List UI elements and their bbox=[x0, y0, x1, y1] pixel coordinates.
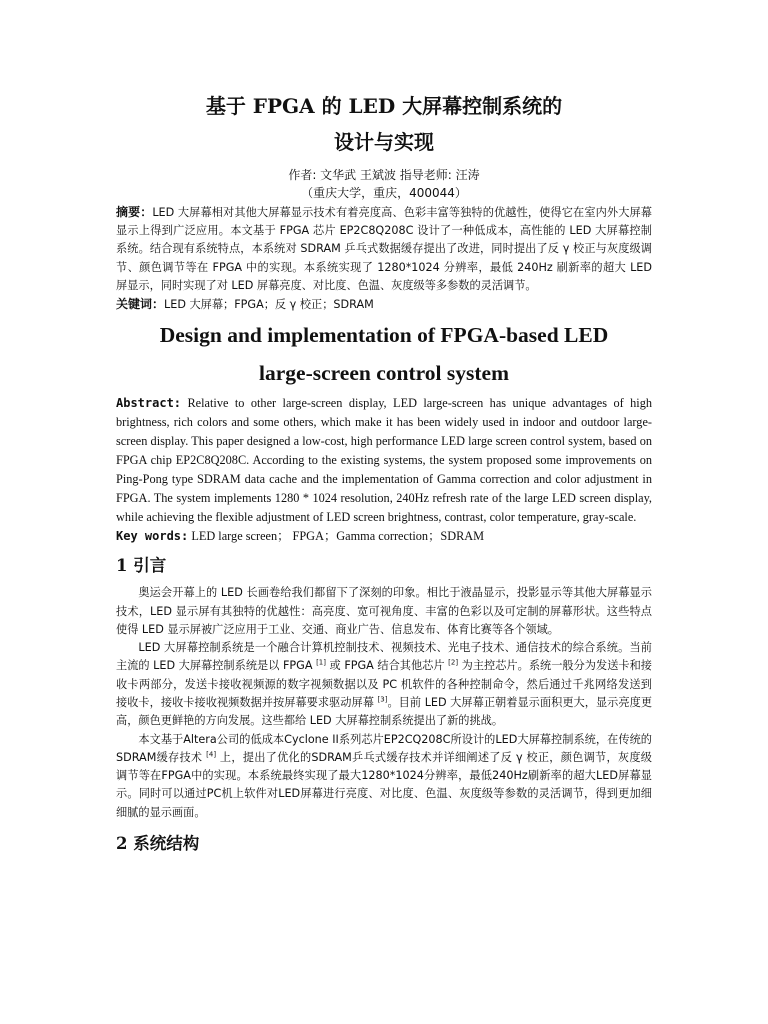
intro-paragraph-3 bbox=[116, 731, 652, 822]
intro-p2-text-c: 为主控芯片。系统一般分为发送卡和接收卡两部分，发送卡接收视频源的数字视频数据以及 PC 机软件的各种控制命令，然后通过千兆网络发送到接收卡，接收卡接收视频数据并按屏幕要求驱动屏幕 bbox=[116, 659, 652, 709]
intro-p2-text-b: 或 FPGA 结合其他芯片 bbox=[325, 659, 449, 673]
chinese-keywords-label: 关键词： bbox=[116, 297, 165, 312]
intro-p3-text-b: 上，提出了优化的SDRAM乒乓式缓存技术并详细阐述了反 γ 校正，颜色调节，灰度级调节等在FPGA中的实现。本系统最终实现了最大1280*1024分辨率，最低240Hz刷新率的超大LED屏幕显示。同时可以通过PC机上软件对LED屏幕进行亮度、对比度、色温、灰度级等参数的灵活调节，得到更加细细腻的显示画面。 bbox=[116, 750, 652, 819]
english-title bbox=[116, 316, 652, 392]
english-abstract bbox=[116, 394, 652, 527]
intro-p2-text-d: 。目前 LED 大屏幕正朝着显示面积更大，显示亮度更高，颜色更鲜艳的方向发展。这些都给 LED 大屏幕控制系统提出了新的挑战。 bbox=[116, 696, 653, 728]
english-abstract-text: Relative to other large-screen display, LED large-screen has unique advantages of high brightness, rich colors and some others, which make it has been widely used in indoor and outdoor large-screen display. This paper designed a low-cost, high performance LED large screen control system, based on FPGA chip EP2C8Q208C. According to the existing systems, the system proposed some improvements on Ping-Pong type SDRAM data cache and the implementation of Gamma correction and color adjustment in FPGA. The system implements 1280 * 1024 resolution, 240Hz refresh rate of the large LED screen display, while achieving the flexible adjustment of LED screen brightness, contrast, color temperature, gray-scale. bbox=[116, 396, 652, 525]
citation-ref-3: [3] bbox=[377, 695, 388, 704]
intro-p3-text-a: 本文基于Altera公司的低成本Cyclone II系列芯片EP2CQ208C所设计的LED大屏幕控制系统，在传统的SDRAM缓存技术 bbox=[116, 732, 652, 764]
english-keywords-text: LED large screen； FPGA；Gamma correction；SDRAM bbox=[191, 529, 485, 544]
citation-ref-4: [4] bbox=[206, 750, 217, 759]
chinese-abstract-label: 摘要： bbox=[116, 205, 153, 219]
english-keywords-label: Key words: bbox=[116, 529, 189, 544]
intro-paragraph-2 bbox=[116, 639, 652, 730]
chinese-keywords-text: LED 大屏幕；FPGA；反 γ 校正；SDRAM bbox=[164, 298, 374, 312]
chinese-title bbox=[116, 88, 652, 160]
paper-page bbox=[116, 88, 652, 856]
chinese-title-line1: 基于 FPGA 的 LED 大屏幕控制系统的 bbox=[205, 94, 563, 118]
affiliation: （重庆大学，重庆，400044） bbox=[301, 186, 467, 200]
chinese-abstract bbox=[116, 203, 652, 295]
intro-p2-text-a: LED 大屏幕控制系统是一个融合计算机控制技术、视频技术、光电子技术、通信技术的综合系统。当前主流的 LED 大屏幕控制系统是以 FPGA bbox=[116, 641, 652, 673]
english-title-line1: Design and implementation of FPGA-based LED bbox=[159, 323, 609, 348]
chinese-abstract-text: LED 大屏幕相对其他大屏幕显示技术有着亮度高、色彩丰富等独特的优越性，使得它在室内外大屏幕显示上得到广泛应用。本文基于 FPGA 芯片 EP2C8Q208C 设计了一种低成本，高性能的 LED 大屏幕控制系统。结合现有系统特点，本系统对 SDRAM 乒乓式数据缓存提出了改进，同时提出了反 γ 校正与灰度级调节、颜色调节等在 FPGA 中的实现。本系统实现了 1280*1024 分辨率，最低 240Hz 刷新率的超大 LED 屏显示，同时实现了对 LED 屏幕亮度、对比度、色温、灰度级等多参数的灵活调节。 bbox=[116, 206, 652, 292]
english-abstract-label: Abstract: bbox=[116, 396, 182, 411]
citation-ref-1: [1] bbox=[316, 658, 326, 667]
citation-ref-2: [2] bbox=[448, 658, 459, 667]
chinese-keywords bbox=[116, 295, 652, 314]
section-heading-introduction: 1 引言 bbox=[116, 556, 167, 576]
english-keywords bbox=[116, 527, 652, 546]
section-heading-system-structure: 2 系统结构 bbox=[116, 834, 200, 854]
authors: 作者: 文华武 王斌波 指导老师: 汪涛 bbox=[288, 168, 480, 182]
chinese-title-line2: 设计与实现 bbox=[334, 130, 434, 154]
english-title-line2: large-screen control system bbox=[259, 361, 509, 386]
intro-paragraph-1: 奥运会开幕上的 LED 长画卷给我们都留下了深刻的印象。相比于液晶显示，投影显示等其他大屏幕显示技术，LED 显示屏有其独特的优越性：高亮度、宽可视角度、丰富的色彩以及可定制的屏幕形状。这些特点使得 LED 显示屏被广泛应用于工业、交通、商业广告、信息发布、体育比赛等各个领域。 bbox=[116, 586, 652, 636]
